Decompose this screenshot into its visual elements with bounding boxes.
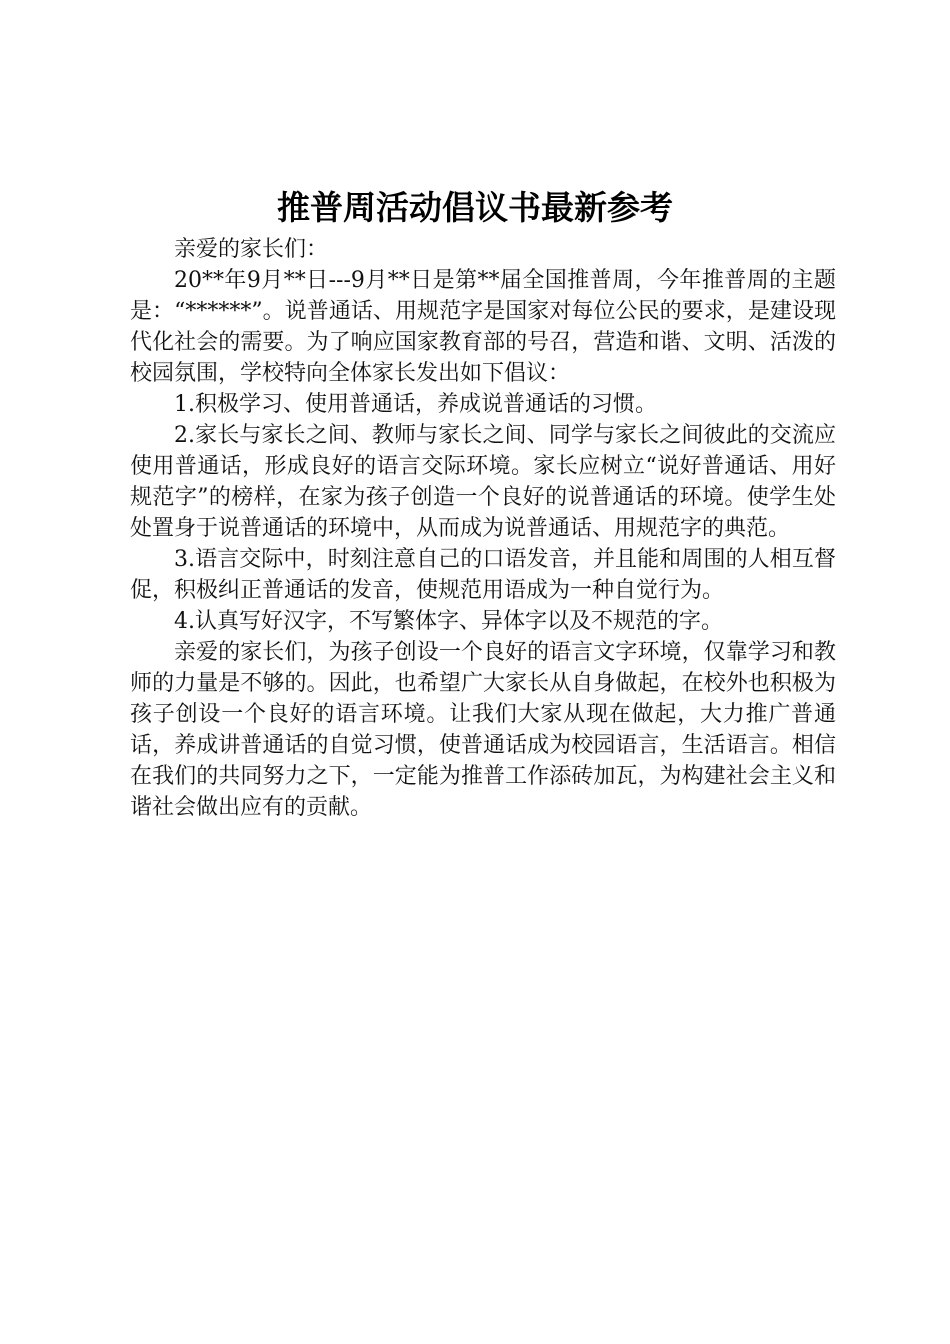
document-title: 推普周活动倡议书最新参考	[277, 188, 673, 227]
document-body	[130, 234, 836, 823]
proposal-item-3: 3.语言交际中，时刻注意自己的口语发音，并且能和周围的人相互督促，积极纠正普通话的发音，使规范用语成为一种自觉行为。	[130, 547, 836, 603]
proposal-item-2: 2.家长与家长之间、教师与家长之间、同学与家长之间彼此的交流应使用普通话，形成良好的语言交际环境。家长应树立“说好普通话、用好规范字”的榜样，在家为孩子创造一个良好的说普通话的环境。使学生处处置身于说普通话的环境中，从而成为说普通话、用规范字的典范。	[130, 423, 836, 541]
proposal-item-1: 1.积极学习、使用普通话，养成说普通话的习惯。	[174, 392, 657, 417]
intro-paragraph: 20**年9月**日---9月**日是第**届全国推普周，今年推普周的主题是：“******”。说普通话、用规范字是国家对每位公民的要求，是建设现代化社会的需要。为了响应国家教育部的号召，营造和谐、文明、活泼的校园氛围，学校特向全体家长发出如下倡议：	[130, 268, 836, 386]
proposal-item-4: 4.认真写好汉字，不写繁体字、异体字以及不规范的字。	[174, 609, 723, 634]
salutation-paragraph: 亲爱的家长们：	[174, 237, 329, 262]
closing-paragraph: 亲爱的家长们，为孩子创设一个良好的语言文字环境，仅靠学习和教师的力量是不够的。因此，也希望广大家长从自身做起，在校外也积极为孩子创设一个良好的语言环境。让我们大家从现在做起，大力推广普通话，养成讲普通话的自觉习惯，使普通话成为校园语言，生活语言。相信在我们的共同努力之下，一定能为推普工作添砖加瓦，为构建社会主义和谐社会做出应有的贡献。	[130, 640, 836, 820]
